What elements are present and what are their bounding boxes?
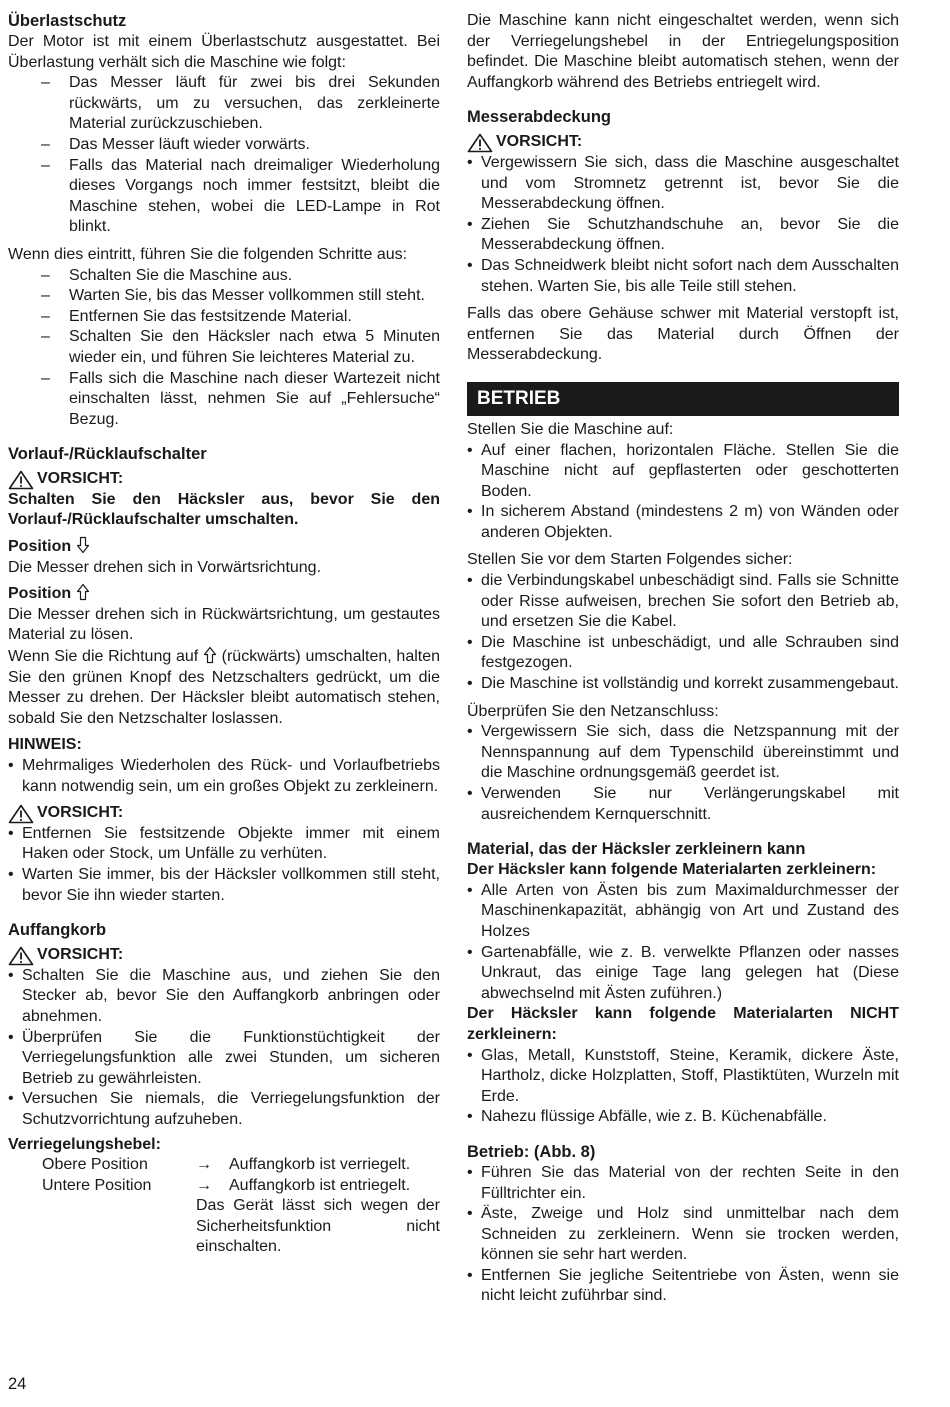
cover-section [467,107,899,366]
list-item: • Das Schneidwerk bleibt nicht sofort nach dem Ausschalten stehen. Warten Sie, bis alle Teile still stehen. [467,256,899,295]
list-item: – Warten Sie, bis das Messer vollkommen still steht. [41,287,425,305]
material-section [467,839,899,1128]
list-item: • Vergewissern Sie sich, dass die Maschine ausgeschaltet und vom Stromnetz getrennt ist, bevor Sie die Messerabdeckung öffnen. [467,153,899,213]
list-item: – Schalten Sie die Maschine aus. [41,266,293,284]
arrow-right-icon: → [196,1176,212,1194]
table-row: Obere Position → Auffangkorb ist verriegelt. [8,1155,440,1176]
position-reverse-text: Die Messer drehen sich in Rückwärtsrichtung, um gestautes Material zu lösen. [8,605,440,644]
list-item: • Ziehen Sie Schutzhandschuhe an, bevor Sie die Messerabdeckung öffnen. [467,215,899,254]
list-item: • Gartenabfälle, wie z. B. verwelkte Pflanzen oder nasses Unkraut, das einige Tage lang gelegen hat (Diese abwechselnd mit Ästen zuführen.) [467,943,899,1002]
material-can-label: Der Häcksler kann folgende Materialarten zerkleinern: [467,861,877,879]
warning-triangle-icon [467,133,493,153]
switch-caution-text: Schalten Sie den Häcksler aus, bevor Sie den Vorlauf-/Rücklaufschalter umschalten. [8,490,440,529]
right-column [467,11,899,1307]
position-reverse-label: Position [8,583,440,605]
list-item: • Entfernen Sie jegliche Seitentriebe von Ästen, wenn sie nicht leicht zuführbar sind. [467,1266,899,1305]
setup-list [467,441,899,544]
list-item: • Schalten Sie die Maschine aus, und ziehen Sie den Stecker ab, bevor Sie den Auffangkorb anbringen oder abnehmen. [8,966,440,1025]
arrow-up-outline-icon [76,583,90,601]
list-item: – Entfernen Sie das festsitzende Material. [41,307,352,325]
switch-heading: Vorlauf-/Rücklaufschalter [8,445,207,464]
list-item: • Nahezu flüssige Abfälle, wie z. B. Küchenabfälle. [467,1108,827,1126]
cover-heading: Messerabdeckung [467,108,611,127]
list-item: • Die Maschine ist vollständig und korrekt zusammengebaut. [467,675,899,693]
switch-caution-list [8,824,440,906]
list-item: • Äste, Zweige und Holz sind unmittelbar nach dem Schneiden zu zerkleinern. Wenn sie trocken werden, können sie sehr hart werden. [467,1205,899,1264]
list-item: • Warten Sie immer, bis der Häcksler vollkommen still steht, bevor Sie ihn wieder starten. [8,865,440,904]
caution-label: VORSICHT: [467,132,899,153]
note-label: HINWEIS: [8,736,82,754]
overload-heading: Überlastschutz [8,12,127,30]
arrow-down-outline-icon [76,536,90,554]
caution-label: VORSICHT: [8,469,440,490]
overload-intro: Der Motor ist mit einem Überlastschutz ausgestattet. Bei Überlastung verhält sich die Maschine wie folgt: [8,33,440,71]
run-section [467,1142,899,1307]
overload-followup-steps [8,266,440,431]
list-item: – Schalten Sie den Häcksler nach etwa 5 Minuten wieder ein, und führen Sie leichteres Material zu. [41,328,440,366]
list-item: • Vergewissern Sie sich, dass die Netzspannung mit der Nennspannung auf dem Typenschild übereinstimmt und die Maschine ordnungsgemäß geerdet ist. [467,723,899,782]
material-can-list [467,881,899,1005]
warning-triangle-icon [8,946,34,966]
basket-caution-list [8,966,440,1131]
warning-triangle-icon [8,804,34,824]
setup-intro: Stellen Sie die Maschine auf: [467,420,674,438]
list-item: • Die Maschine ist unbeschädigt, und alle Schrauben sind festgezogen. [467,633,899,672]
list-item: • Entfernen Sie festsitzende Objekte immer mit einem Haken oder Stock, um Unfälle zu verhüten. [8,824,440,863]
overload-followup: Wenn dies eintritt, führen Sie die folgenden Schritte aus: [8,245,408,263]
material-cannot-list [467,1046,899,1128]
warning-triangle-icon [8,470,34,490]
power-intro: Überprüfen Sie den Netzanschluss: [467,702,719,720]
run-heading: Betrieb: (Abb. 8) [467,1142,596,1161]
list-item: • Verwenden Sie nur Verlängerungskabel mit ausreichendem Kernquerschnitt. [467,785,899,823]
caution-label: VORSICHT: [8,945,440,966]
list-item: • Mehrmaliges Wiederholen des Rück- und Vorlaufbetriebs kann notwendig sein, um ein großes Objekt zu zerkleinern. [8,757,440,795]
arrow-right-icon: → [196,1156,212,1174]
arrow-up-outline-icon [203,646,217,664]
page-number: 24 [8,1375,27,1393]
list-item: • Alle Arten von Ästen bis zum Maximaldurchmesser der Maschinenkapazität, abhängig von Art und Zustand des Holzes [467,881,899,940]
note-list [8,756,440,797]
list-item: • Auf einer flachen, horizontalen Fläche. Stellen Sie die Maschine nicht auf gepflasterten oder geschotterten Boden. [467,441,899,500]
list-item: • Glas, Metall, Kunststoff, Steine, Keramik, dickere Äste, Hartholz, dicke Holzplatten, Stoff, Plastiktüten, Wurzeln mit Erde. [467,1046,899,1105]
list-item: • Überprüfen Sie die Funktionstüchtigkeit der Verriegelungsfunktion alle zwei Stunden, um sicheren Betrieb zu gewährleisten. [8,1028,440,1087]
check-list [467,571,899,695]
list-item: • Führen Sie das Material von der rechten Seite in den Fülltrichter ein. [467,1163,899,1202]
caution-label: VORSICHT: [8,803,440,824]
switch-section [8,444,440,906]
power-list [467,722,899,825]
cover-caution-list [467,153,899,297]
check-intro: Stellen Sie vor dem Starten Folgendes sicher: [467,551,793,569]
position-forward-label: Position [8,536,440,558]
list-item: • In sicherem Abstand (mindestens 2 m) von Wänden oder anderen Objekten. [467,503,899,541]
overload-steps [8,73,440,238]
material-cannot-label: Der Häcksler kann folgende Materialarten NICHT zerkleinern: [467,1005,899,1043]
list-item: – Falls sich die Maschine nach dieser Wartezeit nicht einschalten lässt, nehmen Sie auf „Fehlersuche“ Bezug. [41,369,440,428]
position-forward-text: Die Messer drehen sich in Vorwärtsrichtung. [8,558,322,576]
list-item: • Versuchen Sie niemals, die Verriegelungsfunktion der Schutzvorrichtung aufzuheben. [8,1090,440,1128]
operation-banner: BETRIEB [467,382,899,416]
overload-section [8,11,440,430]
run-list [467,1163,899,1307]
operation-section [467,420,899,825]
reverse-instructions: Wenn Sie die Richtung auf (rückwärts) umschalten, halten Sie den grünen Knopf des Netzschalters gedrückt, um die Messer zu drehen. Der Häcksler bleibt automatisch stehen, sobald Sie den Netzschalter loslassen. [8,648,441,727]
list-item: – Falls das Material nach dreimaliger Wiederholung dieses Vorgangs noch immer festsitzt, bleibt die Maschine stehen, wobei die LED-Lampe in Rot blinkt. [41,156,440,236]
basket-section [8,920,440,1258]
cover-paragraph: Falls das obere Gehäuse schwer mit Material verstopft ist, entfernen Sie das Material durch Öffnen der Messerabdeckung. [467,305,899,364]
lever-heading: Verriegelungshebel: [8,1135,161,1153]
basket-lock-intro: Die Maschine kann nicht eingeschaltet werden, wenn sich der Verriegelungshebel in der Entriegelungsposition befindet. Die Maschine bleibt automatisch stehen, wenn der Auffangkorb während des Betriebs entriegelt wird. [467,12,899,91]
list-item: – Das Messer läuft wieder vorwärts. [41,135,310,153]
material-heading: Material, das der Häcksler zerkleinern kann [467,840,806,859]
lever-note: Das Gerät lässt sich wegen der Sicherheitsfunktion nicht einschalten. [196,1197,440,1256]
table-row: Untere Position → Auffangkorb ist entriegelt. [8,1176,440,1197]
list-item: • die Verbindungskabel unbeschädigt sind. Falls sie Schnitte oder Risse aufweisen, brechen Sie sofort den Betrieb ab, und ersetzen Sie die Kabel. [467,572,899,631]
left-column [8,11,440,1258]
lever-table [8,1155,440,1258]
basket-heading: Auffangkorb [8,921,107,940]
list-item: – Das Messer läuft für zwei bis drei Sekunden rückwärts, um zu versuchen, das zerkleinerte Material zurückzuschieben. [41,74,440,133]
